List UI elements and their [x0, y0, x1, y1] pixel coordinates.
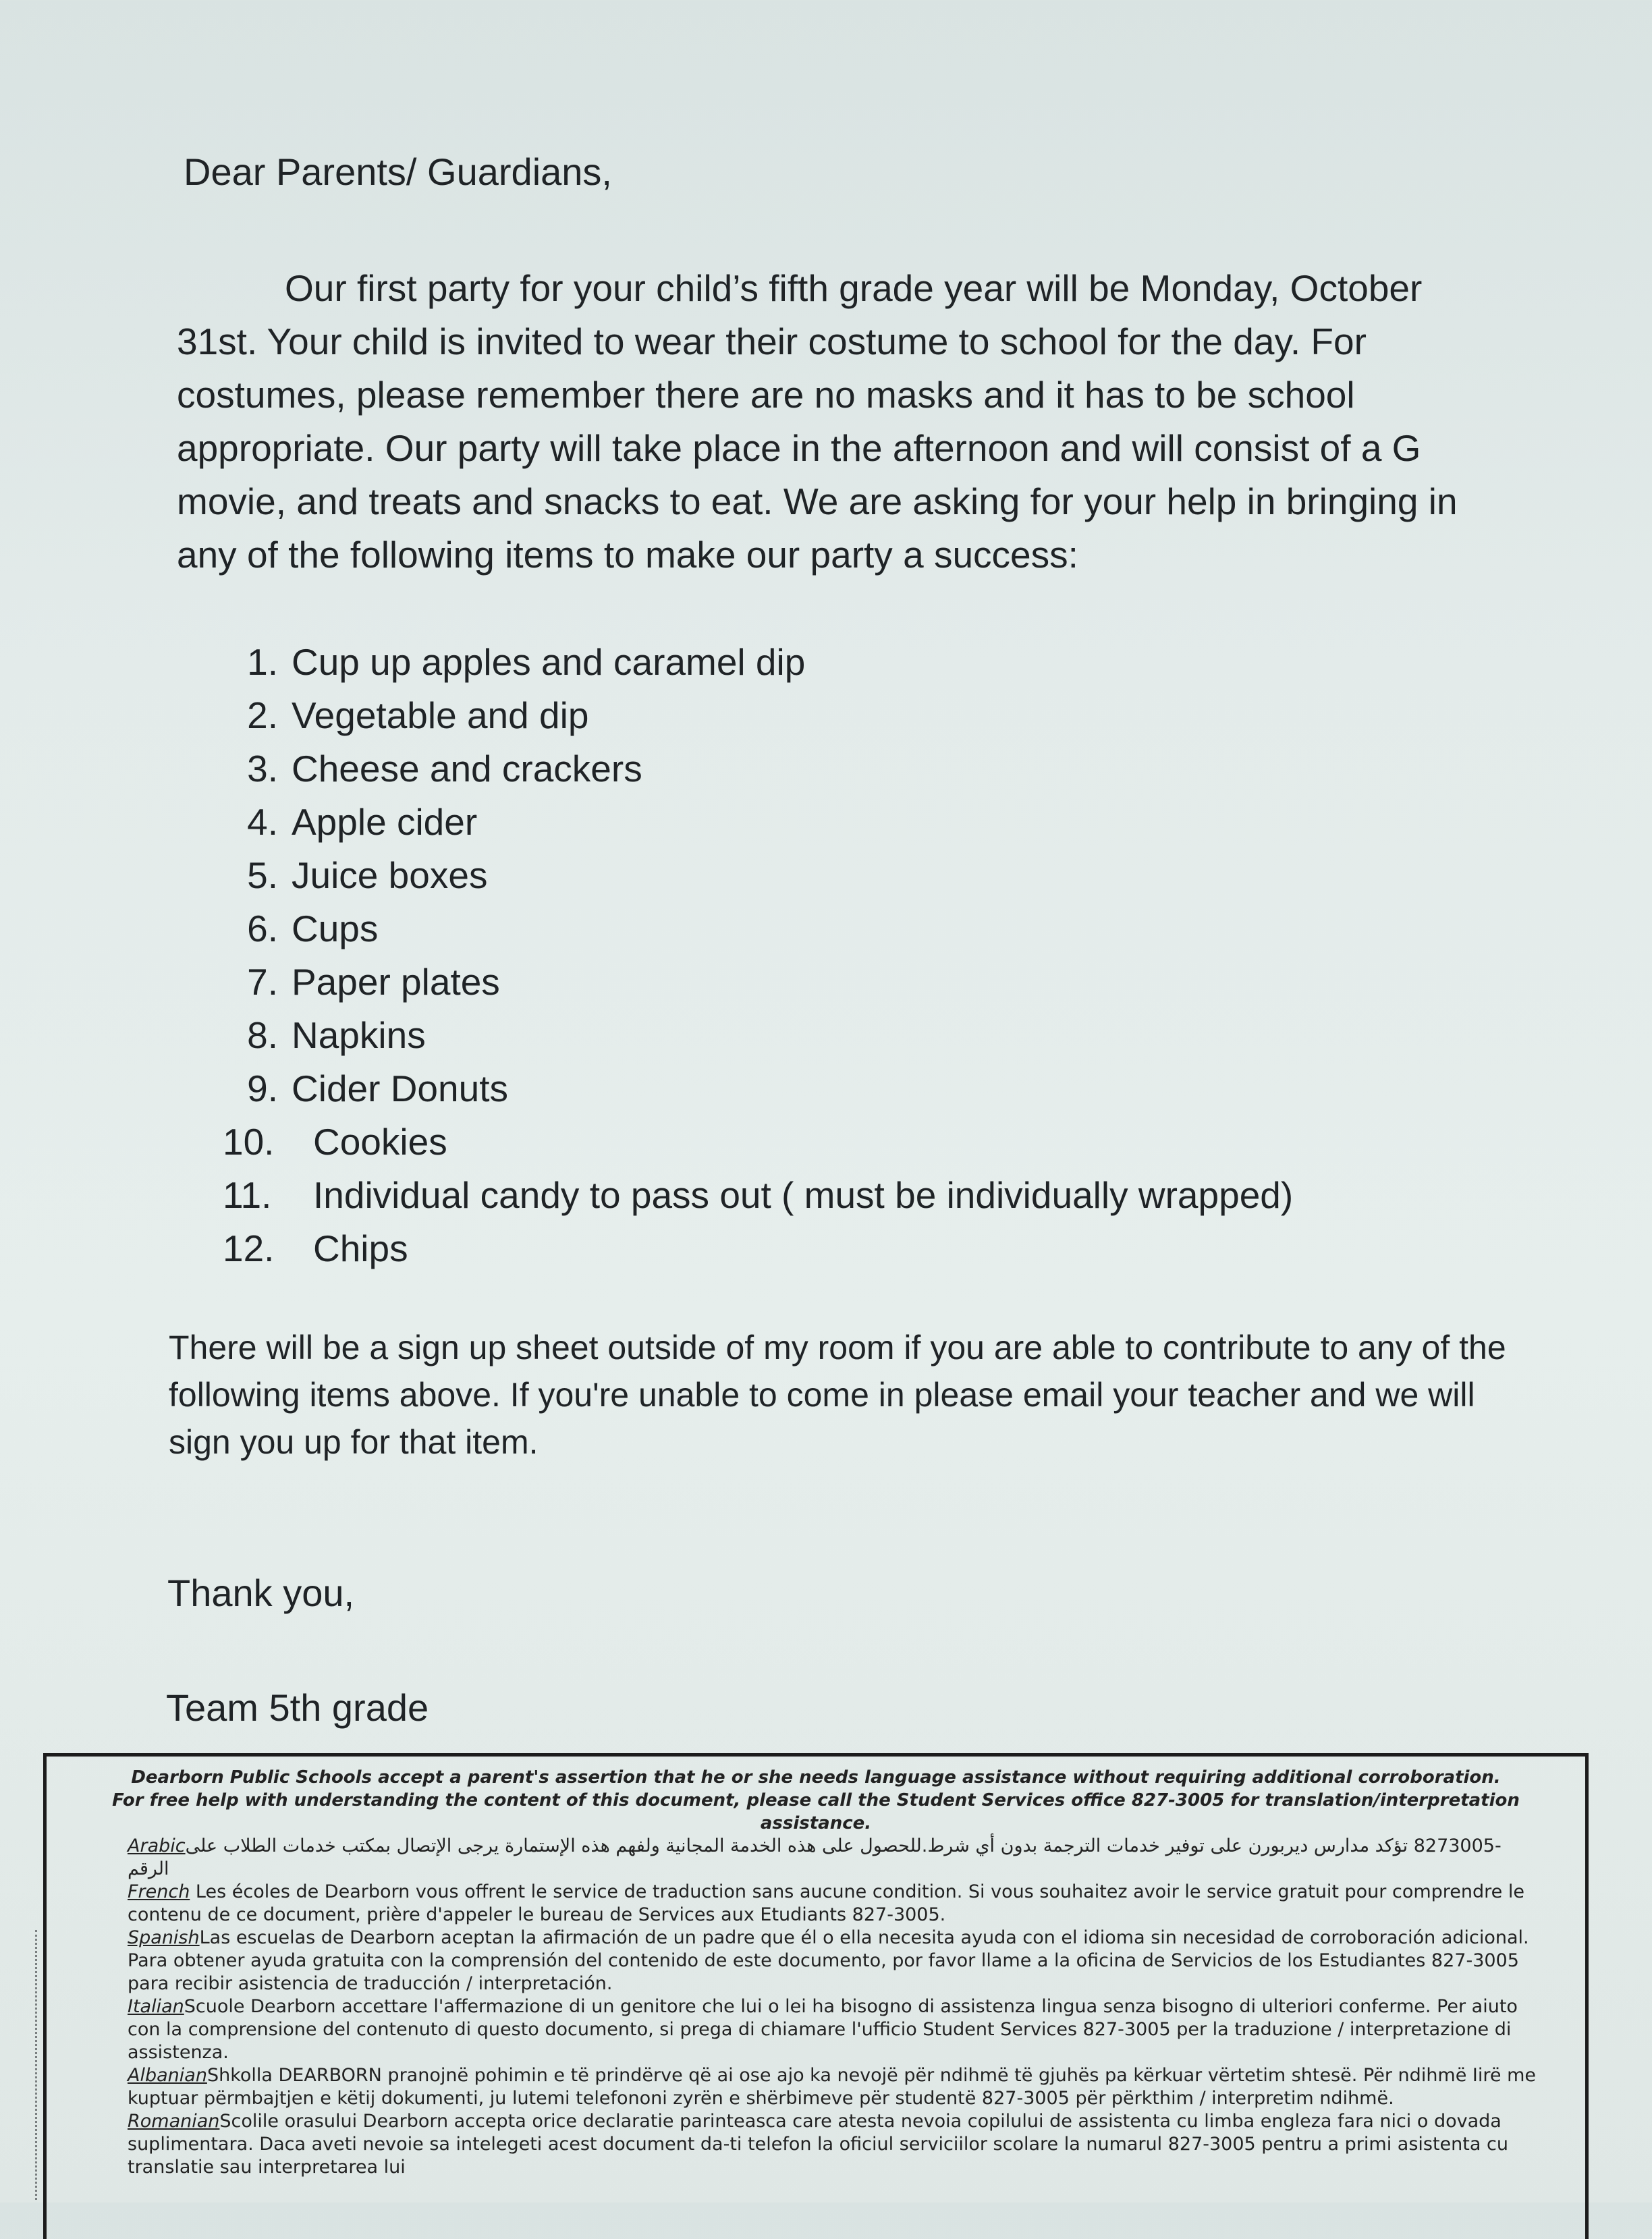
language-tag: Arabic — [128, 1835, 186, 1856]
list-number: 7. — [247, 961, 278, 1003]
followup-paragraph: There will be a sign up sheet outside of my room if you are able to contribute to any of the following items above. If you're unable to come in please email your teacher and we will sign you up for that item. — [169, 1329, 1506, 1461]
list-item — [223, 956, 1293, 1009]
list-number: 2. — [247, 694, 278, 736]
language-entry-romanian — [47, 2110, 1585, 2179]
language-text: Scuole Dearborn accettare l'affermazione di un genitore che lui o lei ha bisogno di assistenza lingua senza bisogno di ulteriori conferme. Per aiuto con la comprensione del contenuto di questo documento, si prega di chiamare l'ufficio Student Services 827-3005 per la traduzione / interpretazione di assistenza. — [128, 1996, 1518, 2063]
list-item — [223, 636, 1293, 689]
list-item — [223, 1222, 1293, 1275]
supply-list — [223, 636, 1293, 1275]
list-number: 8. — [247, 1014, 278, 1056]
language-text: Shkolla DEARBORN pranojnë pohimin e të prindërve që ai ose ajo ka nevojë për ndihmë të gjuhës pa kërkuar vërtetim shtesë. Për ndihmë Iirë me kuptuar përmbajtjen e këtij dokumenti, ju lutemi telefononi zyrën e shërbimeve për studentë 827-3005 për përkthim / interpretim ndihmë. — [128, 2065, 1536, 2109]
language-text: Las escuelas de Dearborn aceptan la afirmación de un padre que él o ella necesita ayuda con el idioma sin necesidad de corroboración adicional. Para obtener ayuda gratuita con la comprensión del contenido de este documento, por favor llame a la oficina de Servicios de los Estudiantes 827-3005 para recibir asistencia de traducción / interpretación. — [128, 1927, 1529, 1994]
list-item — [223, 689, 1293, 742]
language-tag: Albanian — [128, 2065, 207, 2086]
list-item — [223, 902, 1293, 956]
list-item — [223, 796, 1293, 849]
language-tag: Romanian — [128, 2111, 220, 2132]
list-number: 10. — [223, 1121, 275, 1163]
list-number: 9. — [247, 1068, 278, 1109]
list-number: 4. — [247, 801, 278, 843]
language-assistance-notice — [43, 1753, 1589, 2239]
language-entry-french — [47, 1881, 1585, 1927]
list-number: 6. — [247, 908, 278, 949]
notice-heading — [47, 1757, 1585, 1835]
language-entry-spanish — [47, 1927, 1585, 1995]
list-text: Cup up apples and caramel dip — [292, 641, 806, 683]
language-tag: Italian — [128, 1996, 184, 2017]
language-entry-italian — [47, 1995, 1585, 2064]
intro-paragraph: Our first party for your child’s fifth grade year will be Monday, October 31st. Your child is invited to wear their costume to school for the day. For costumes, please remember there are no masks and it has to be school appropriate. Our party will take place in the afternoon and will consist of a G movie, and treats and snacks to eat. We are asking for your help in bringing in any of the following items to make our party a success: — [177, 267, 1458, 576]
list-number: 12. — [223, 1227, 275, 1269]
list-text: Cups — [292, 908, 379, 949]
list-text: Individual candy to pass out ( must be individually wrapped) — [313, 1174, 1294, 1216]
list-text: Chips — [313, 1227, 408, 1269]
closing: Thank you, — [167, 1572, 355, 1614]
language-entry-albanian — [47, 2064, 1585, 2110]
list-number: 3. — [247, 748, 278, 790]
language-entry-arabic — [47, 1835, 1585, 1881]
language-tag: French — [128, 1881, 190, 1902]
list-item — [223, 1009, 1293, 1062]
list-item — [223, 1169, 1293, 1222]
signature: Team 5th grade — [166, 1686, 429, 1729]
list-text: Cider Donuts — [292, 1068, 508, 1109]
list-text: Cookies — [313, 1121, 447, 1163]
list-item — [223, 1062, 1293, 1115]
list-number: 1. — [247, 641, 278, 683]
notice-heading-line: Dearborn Public Schools accept a parent's assertion that he or she needs language assistance without requiring additional corroboration. — [131, 1767, 1501, 1788]
language-text: Scolile orasului Dearborn accepta orice declaratie parinteasca care atesta nevoia copilului de assistenta cu limba engleza fara nici o dovada suplimentara. Daca aveti nevoie sa intelegeti acest document da-ti telefon la oficiul serviciilor scolare la numarul 827-3005 pentru a primi asistenta cu translatie sau interpretarea lui — [128, 2111, 1508, 2178]
list-item — [223, 1115, 1293, 1169]
list-text: Cheese and crackers — [292, 748, 642, 790]
list-item — [223, 849, 1293, 902]
list-item — [223, 742, 1293, 796]
list-text: Apple cider — [292, 801, 478, 843]
notice-heading-line: For free help with understanding the content of this document, please call the Student Services office 827-3005 for translation/interpretation assistance. — [112, 1790, 1520, 1833]
language-text: -8273005 تؤكد مدارس ديربورن على توفير خدمات الترجمة بدون أي شرط.للحصول على هذه الخدمة المجانية ولفهم هذه الإستمارة يرجى الإتصال بمكتب خدمات الطلاب على الرقم — [128, 1835, 1502, 1879]
salutation: Dear Parents/ Guardians, — [184, 150, 612, 193]
language-text: Les écoles de Dearborn vous offrent le service de traduction sans aucune condition. Si vous souhaitez avoir le service gratuit pour comprendre le contenu de ce document, prière d'appeler le bureau de Services aux Etudiants 827-3005. — [128, 1881, 1524, 1925]
margin-mark — [35, 1930, 41, 2200]
list-text: Paper plates — [292, 961, 500, 1003]
list-text: Juice boxes — [292, 854, 488, 896]
list-text: Vegetable and dip — [292, 694, 589, 736]
list-number: 5. — [247, 854, 278, 896]
list-text: Napkins — [292, 1014, 426, 1056]
list-number: 11. — [223, 1174, 272, 1216]
language-tag: Spanish — [128, 1927, 200, 1948]
